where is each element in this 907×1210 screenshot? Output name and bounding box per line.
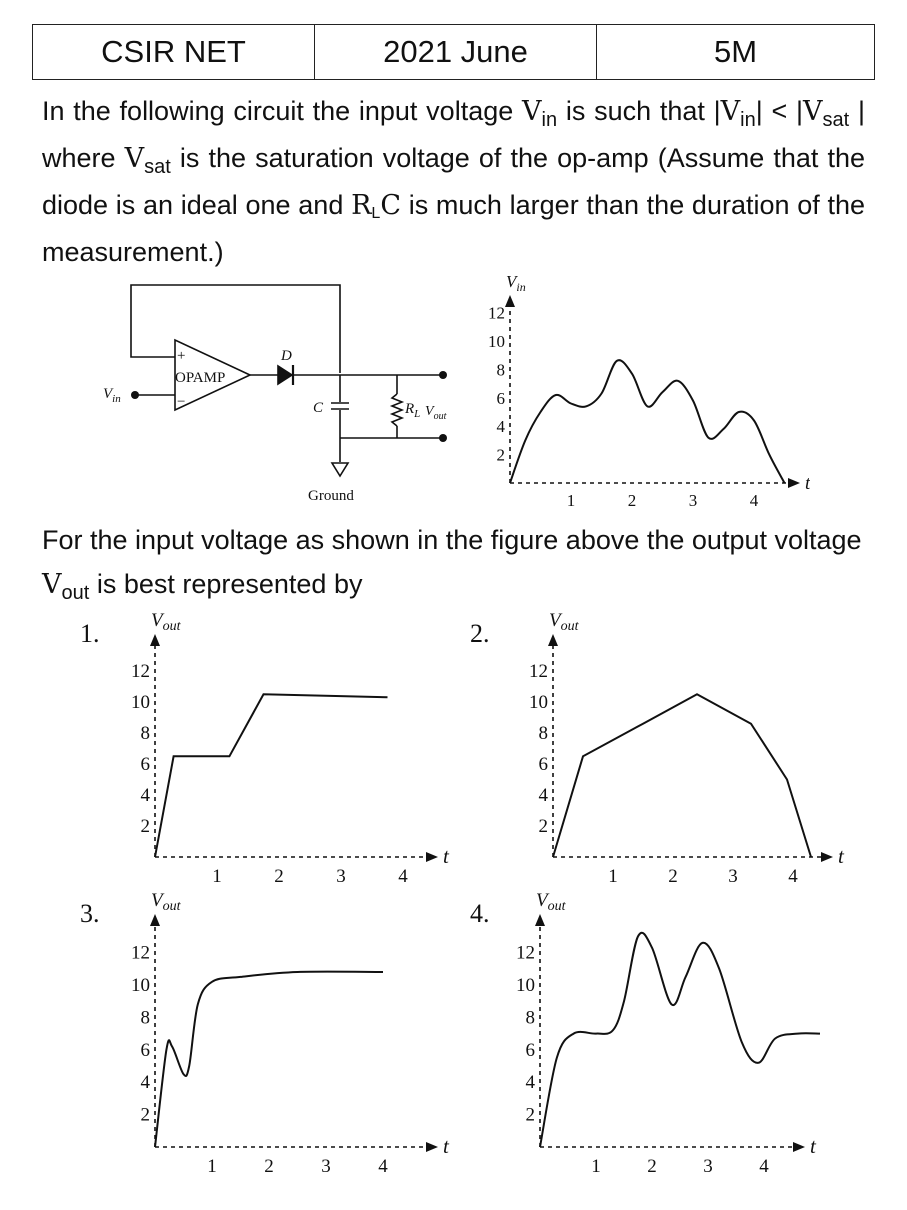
resistor-label: $R_L$ bbox=[405, 401, 421, 420]
y-tick-label: 4 bbox=[525, 1072, 535, 1094]
data-series-line bbox=[540, 933, 820, 1147]
x-axis-label: t bbox=[443, 1134, 449, 1158]
y-tick-label: 12 bbox=[529, 661, 548, 682]
x-tick-label: 1 bbox=[591, 1156, 601, 1177]
option-1-graph[interactable] bbox=[70, 612, 460, 892]
y-tick-label: 6 bbox=[525, 1039, 535, 1061]
exam-session: 2021 June bbox=[315, 25, 597, 80]
opamp-label: OPAMP bbox=[175, 370, 226, 386]
y-tick-label: 6 bbox=[496, 388, 505, 408]
option-4-graph[interactable] bbox=[465, 892, 855, 1192]
option-number: 3. bbox=[80, 899, 100, 928]
y-tick-label: 4 bbox=[496, 417, 505, 437]
x-tick-label: 2 bbox=[274, 866, 284, 887]
y-tick-label: 6 bbox=[140, 1039, 150, 1061]
question-marks: 5M bbox=[597, 25, 875, 80]
y-tick-label: 8 bbox=[496, 360, 505, 380]
question-prompt: For the input voltage as shown in the figure above the output voltage $V_{out}$ is best represented by bbox=[42, 525, 862, 604]
x-tick-label: 4 bbox=[788, 866, 798, 887]
y-tick-label: 10 bbox=[131, 975, 150, 996]
question-text: In the following circuit the input voltage $V_{in}$ is such that $|V_{in}| < |V_{sat}$ | where $V_{sat}$ is the saturation voltage of the op-amp (Assume that the diode is an ideal one and $R_LC$ is much larger than the duration of the measurement.) bbox=[42, 96, 865, 267]
capacitor-label: C bbox=[313, 400, 324, 416]
y-tick-label: 10 bbox=[488, 332, 505, 351]
y-tick-label: 10 bbox=[131, 692, 150, 713]
vout-label: $V_{out}$ bbox=[425, 404, 447, 422]
y-tick-label: 10 bbox=[529, 692, 548, 713]
circuit-diagram bbox=[95, 280, 480, 510]
x-tick-label: 3 bbox=[728, 866, 738, 887]
y-tick-label: 2 bbox=[140, 1104, 150, 1126]
graph-axes bbox=[470, 892, 817, 1177]
y-tick-label: 8 bbox=[538, 723, 548, 744]
graph-axes bbox=[80, 612, 450, 887]
x-axis-label: t bbox=[838, 844, 844, 868]
y-axis-label: $V_{out}$ bbox=[549, 612, 579, 634]
input-voltage-graph bbox=[470, 275, 810, 515]
y-axis-arrow bbox=[505, 295, 515, 307]
data-series-line bbox=[155, 694, 388, 857]
y-tick-label: 2 bbox=[525, 1104, 535, 1126]
graph-axes bbox=[80, 892, 450, 1177]
y-tick-label: 8 bbox=[140, 723, 150, 744]
y-tick-label: 8 bbox=[525, 1007, 535, 1029]
opamp-plus: + bbox=[177, 348, 186, 364]
y-tick-label: 4 bbox=[538, 785, 548, 806]
y-axis-label: $V_{out}$ bbox=[151, 612, 181, 634]
x-axis-arrow bbox=[426, 1142, 438, 1152]
y-axis-label: $V_{in}$ bbox=[506, 275, 526, 294]
option-number: 2. bbox=[470, 619, 490, 648]
x-tick-label: 1 bbox=[566, 491, 576, 510]
x-axis-arrow bbox=[793, 1142, 805, 1152]
opamp-minus: − bbox=[177, 394, 186, 410]
x-tick-label: 3 bbox=[321, 1156, 331, 1177]
y-tick-label: 2 bbox=[140, 816, 150, 837]
header-table bbox=[32, 24, 875, 80]
y-tick-label: 4 bbox=[140, 1072, 150, 1094]
x-tick-label: 4 bbox=[378, 1156, 388, 1177]
y-tick-label: 2 bbox=[538, 816, 548, 837]
y-axis-arrow bbox=[535, 914, 545, 926]
x-tick-label: 1 bbox=[608, 866, 618, 887]
y-axis-arrow bbox=[150, 914, 160, 926]
y-tick-label: 4 bbox=[140, 785, 150, 806]
option-2-graph[interactable] bbox=[465, 612, 855, 892]
x-tick-label: 3 bbox=[688, 491, 698, 510]
x-axis-arrow bbox=[821, 852, 833, 862]
y-tick-label: 6 bbox=[140, 754, 150, 775]
x-tick-label: 4 bbox=[398, 866, 408, 887]
option-number: 4. bbox=[470, 899, 490, 928]
x-tick-label: 4 bbox=[749, 491, 759, 510]
y-tick-label: 12 bbox=[516, 942, 535, 964]
y-axis-arrow bbox=[150, 634, 160, 646]
x-axis-arrow bbox=[426, 852, 438, 862]
data-series-line bbox=[510, 360, 785, 483]
y-tick-label: 12 bbox=[131, 661, 150, 682]
x-tick-label: 1 bbox=[212, 866, 222, 887]
option-number: 1. bbox=[80, 619, 100, 648]
graph-axes bbox=[470, 612, 845, 887]
x-tick-label: 4 bbox=[759, 1156, 769, 1177]
vin-label: $V_{in}$ bbox=[103, 386, 121, 405]
x-axis-label: t bbox=[443, 844, 449, 868]
x-axis-label: t bbox=[810, 1134, 816, 1158]
diode-label: D bbox=[281, 348, 292, 364]
x-tick-label: 2 bbox=[668, 866, 678, 887]
data-series-line bbox=[155, 972, 383, 1147]
graph-axes bbox=[488, 275, 810, 510]
y-tick-label: 12 bbox=[488, 303, 505, 323]
y-axis-label: $V_{out}$ bbox=[151, 892, 181, 914]
ground-label: Ground bbox=[308, 488, 354, 504]
x-tick-label: 1 bbox=[207, 1156, 217, 1177]
option-3-graph[interactable] bbox=[70, 892, 460, 1192]
y-axis-label: $V_{out}$ bbox=[536, 892, 566, 914]
x-tick-label: 2 bbox=[264, 1156, 274, 1177]
x-axis-label: t bbox=[805, 473, 810, 494]
x-tick-label: 3 bbox=[336, 866, 346, 887]
x-tick-label: 2 bbox=[627, 491, 637, 510]
y-tick-label: 6 bbox=[538, 754, 548, 775]
x-tick-label: 3 bbox=[703, 1156, 713, 1177]
y-tick-label: 2 bbox=[496, 445, 505, 465]
x-axis-arrow bbox=[788, 478, 800, 488]
y-tick-label: 10 bbox=[516, 975, 535, 996]
x-tick-label: 2 bbox=[647, 1156, 657, 1177]
y-axis-arrow bbox=[548, 634, 558, 646]
exam-name: CSIR NET bbox=[33, 25, 315, 80]
y-tick-label: 8 bbox=[140, 1007, 150, 1029]
y-tick-label: 12 bbox=[131, 942, 150, 964]
data-series-line bbox=[553, 694, 811, 857]
